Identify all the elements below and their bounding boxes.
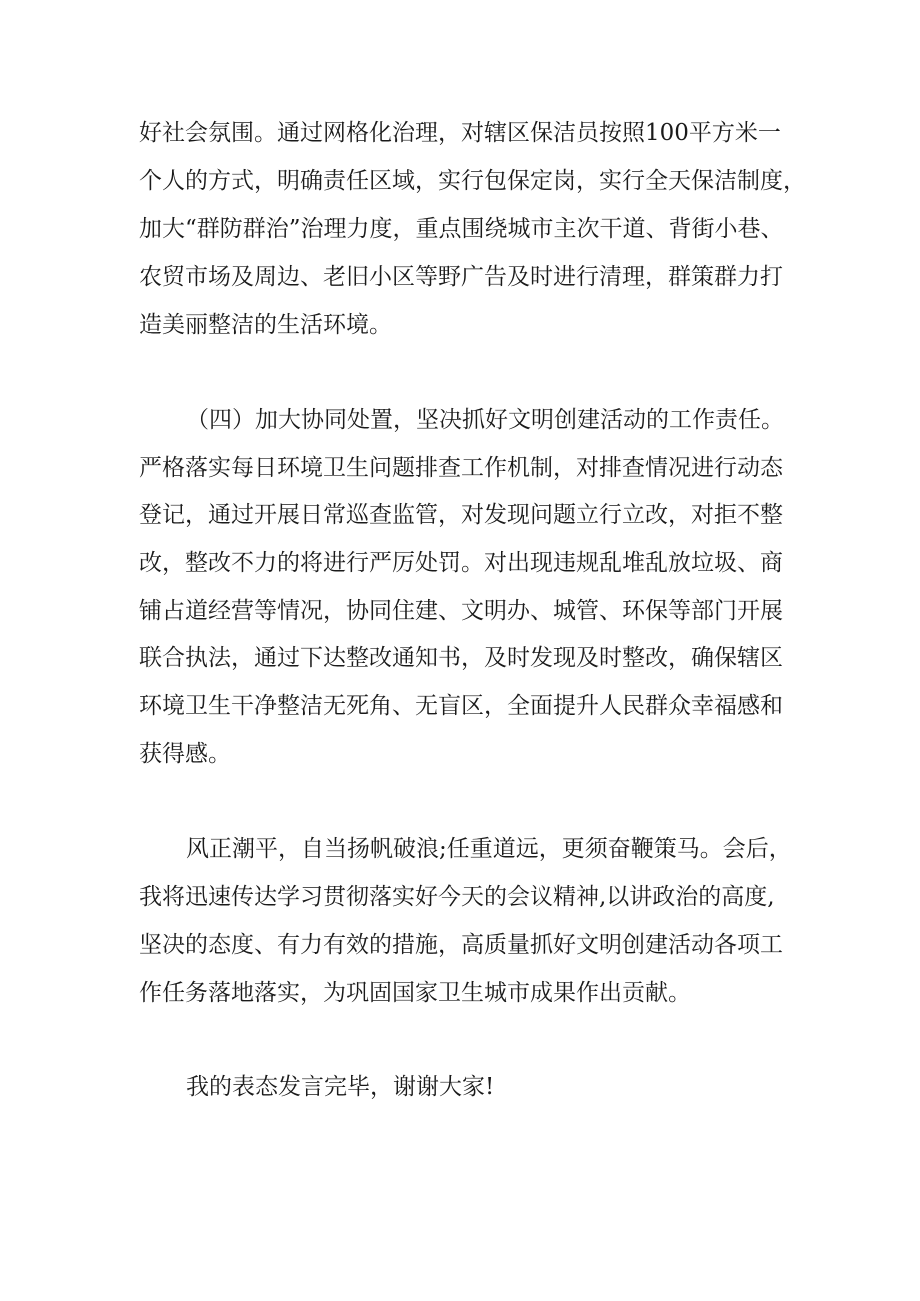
text-line: 环境卫生干净整洁无死角、无盲区，全面提升人民群众幸福感和 [139,693,783,719]
text-line: 造美丽整洁的生活环境。 [139,312,392,338]
text-line: 农贸市场及周边、老旧小区等野广告及时进行清理，群策群力打 [139,264,783,290]
text-line: 铺占道经营等情况，协同住建、文明办、城管、环保等部门开展 [139,598,783,624]
text-line: 好社会氛围。通过网格化治理，对辖区保洁员按照100平方米一 [139,120,781,146]
text-line: 作任务落地落实，为巩固国家卫生城市成果作出贡献。 [139,980,691,1006]
closing-line: 我的表态发言完毕，谢谢大家! [186,1074,495,1100]
text-line: 加大“群防群治”治理力度，重点围绕城市主次干道、背街小巷、 [139,216,784,242]
text-line: 联合执法，通过下达整改通知书，及时发现及时整改，确保辖区 [139,645,783,671]
text-line: 风正潮平，自当扬帆破浪;任重道远，更须奋鞭策马。会后， [186,836,792,862]
text-line: 坚决的态度、有力有效的措施，高质量抓好文明创建活动各项工 [139,932,783,958]
text-line: （四）加大协同处置，坚决抓好文明创建活动的工作责任。 [186,407,784,433]
text-line: 个人的方式，明确责任区域，实行包保定岗，实行全天保洁制度， [139,168,806,194]
text-line: 我将迅速传达学习贯彻落实好今天的会议精神,以讲政治的高度, [139,884,775,910]
text-line: 获得感。 [139,741,231,767]
text-line: 改，整改不力的将进行严厉处罚。对出现违规乱堆乱放垃圾、商 [139,550,783,576]
text-line: 登记，通过开展日常巡查监管，对发现问题立行立改，对拒不整 [139,502,783,528]
text-line: 严格落实每日环境卫生问题排查工作机制，对排查情况进行动态 [139,455,783,481]
